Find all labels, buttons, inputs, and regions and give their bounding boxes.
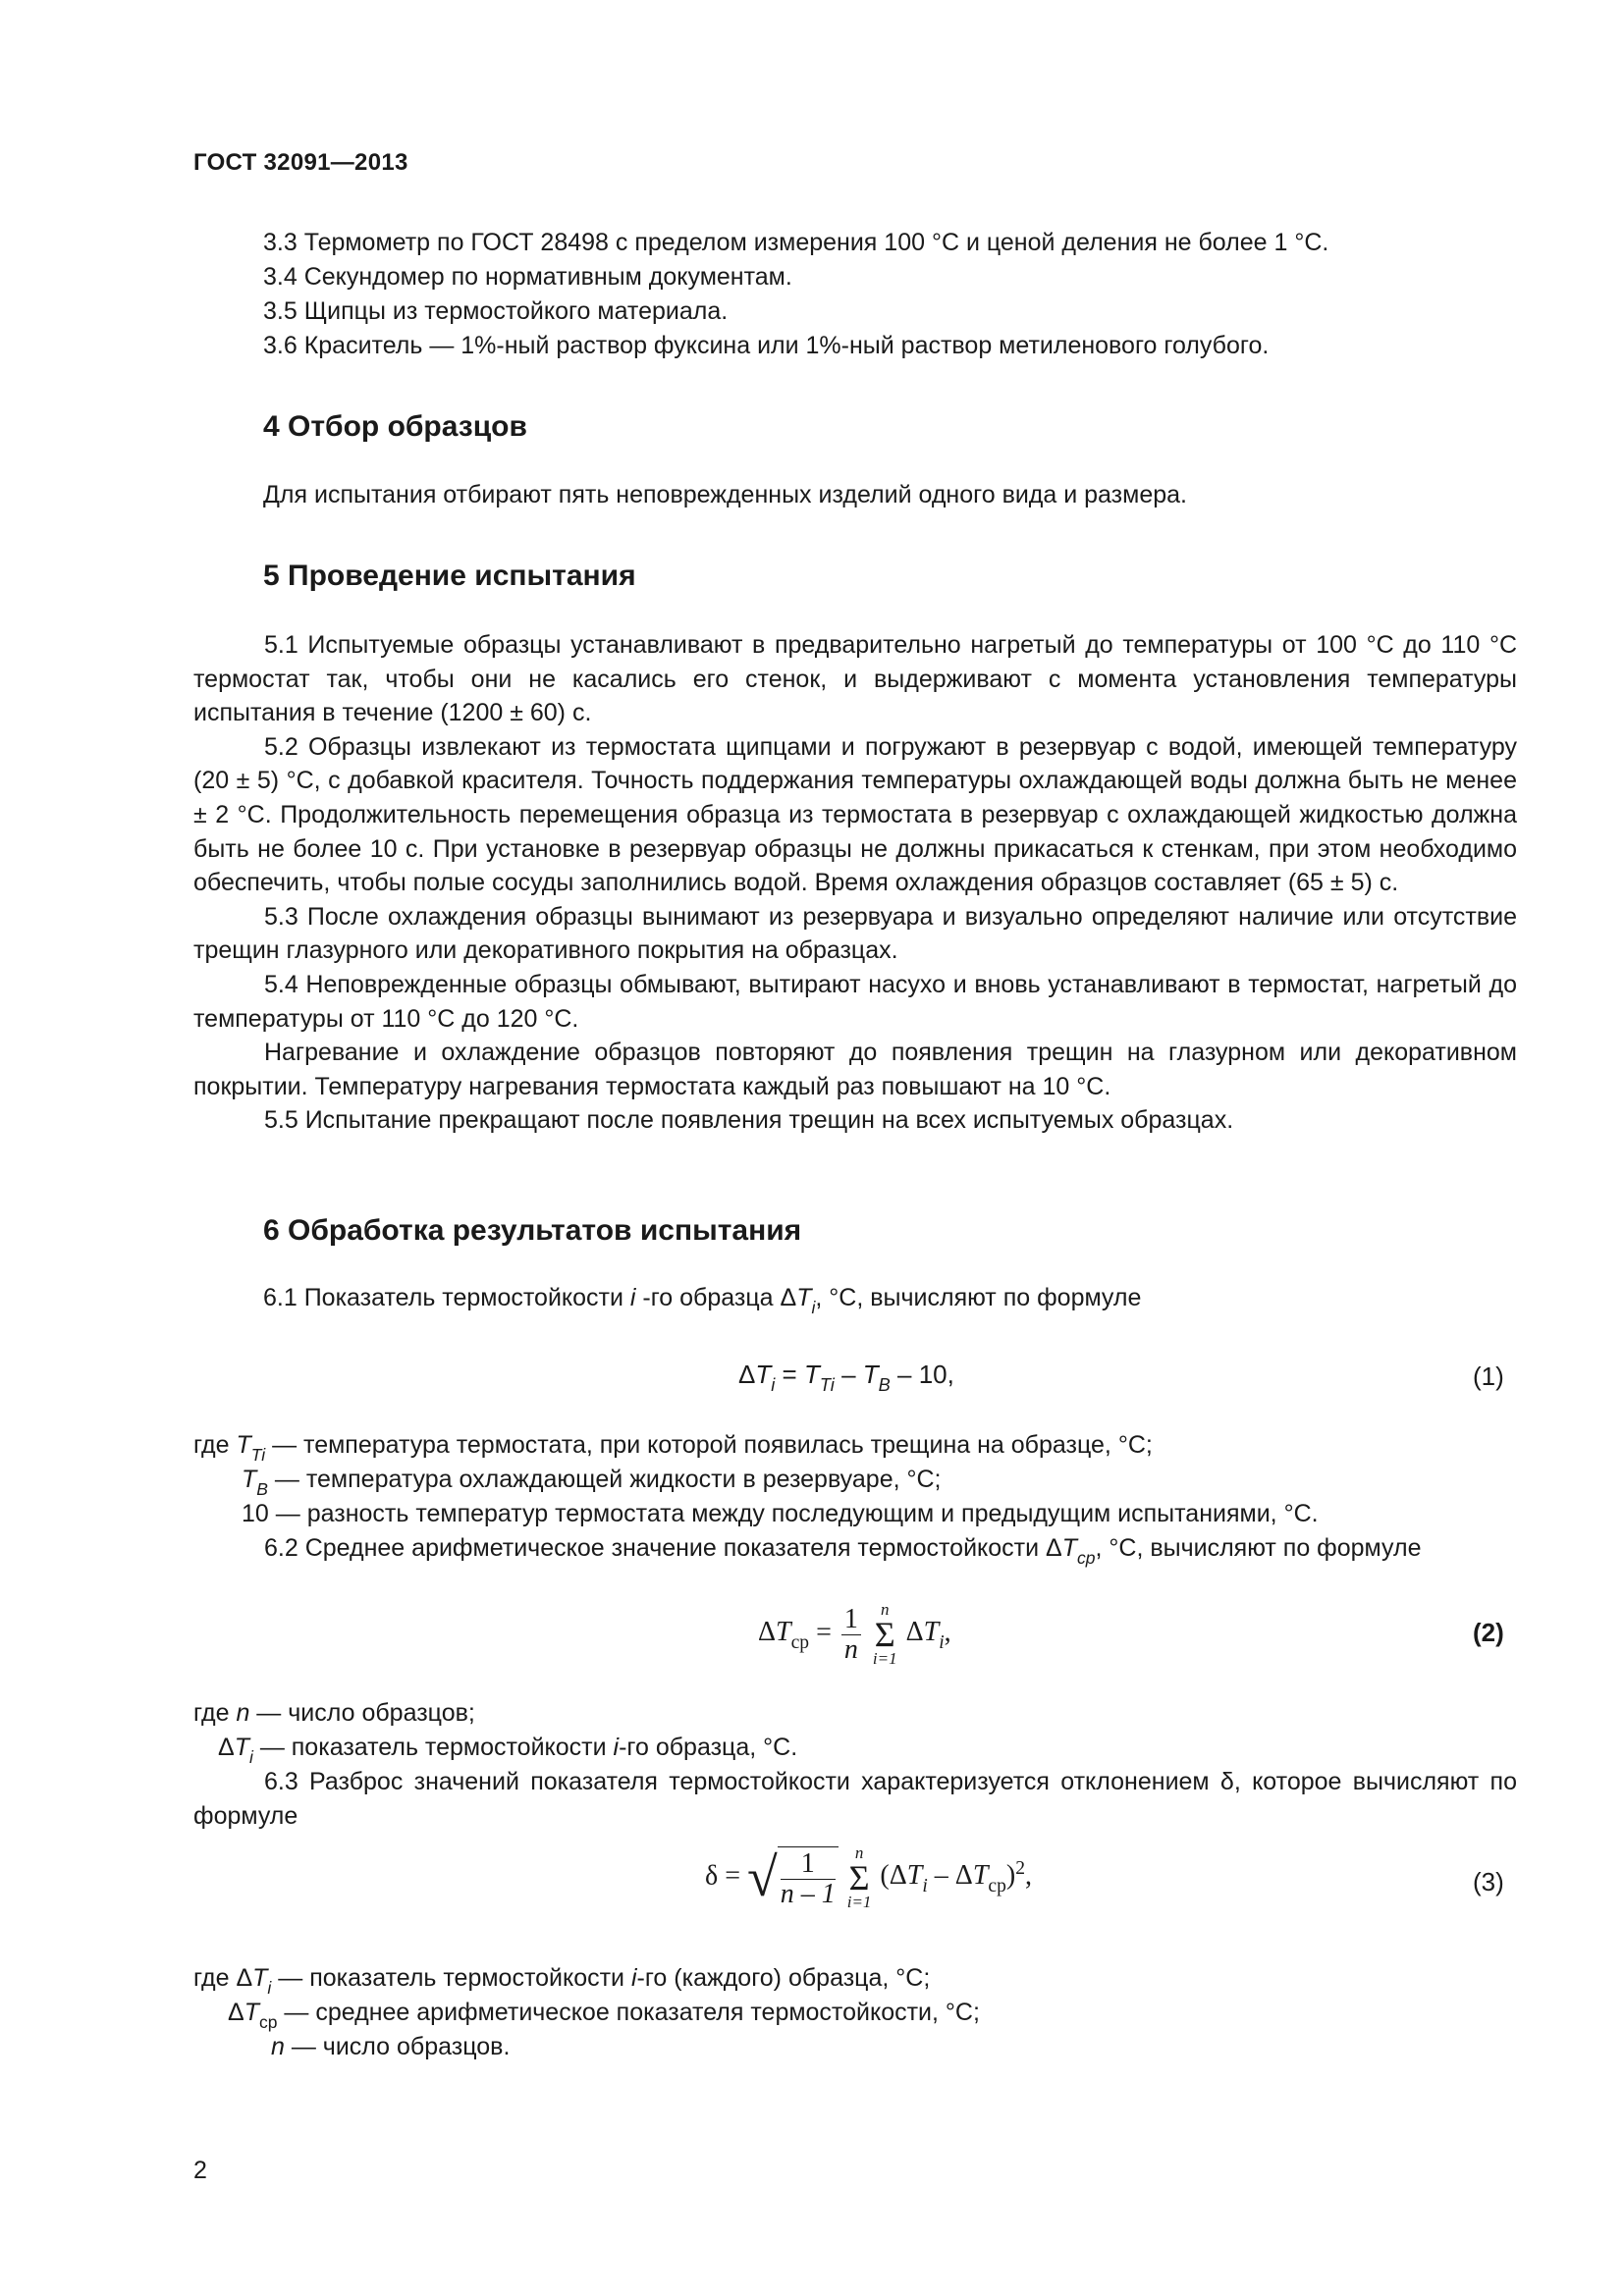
paragraph-5-5: 5.5 Испытание прекращают после появления трещин на всех испытуемых образцах. <box>264 1106 1234 1135</box>
where-3-item-1: где $\Delta T_i$ — показатель термостойкости i-го (каждого) образца, °С; <box>193 1964 931 1998</box>
fraction: $\frac{1}{n}$ <box>841 1605 861 1665</box>
paragraph-5-4: 5.4 Неповрежденные образцы обмывают, вытирают насухо и вновь устанавливают в термостат, нагретый до температуры от 110 °С до 120 °С. <box>193 970 1517 1033</box>
where-3-item-2: $\Delta T_{ср}$ — среднее арифметическое показателя термостойкости, °С; <box>228 1999 980 2032</box>
item-3-6: 3.6 Краситель — 1%-ный раствор фуксина или 1%-ный раствор метиленового голубого. <box>263 332 1270 359</box>
square-root: √ $\frac{1}{n - 1}$ <box>747 1846 839 1909</box>
formula-1: $\Delta T_i = T_{Ti} - T_B - 10$, <box>738 1360 954 1395</box>
where-2-item-2: $\Delta T_i$ — показатель термостойкости i-го образца, °С. <box>218 1734 798 1767</box>
section-4-text: Для испытания отбирают пять неповрежденных изделий одного вида и размера. <box>263 481 1187 508</box>
paragraph-6-2: 6.2 Среднее арифметическое значение показателя термостойкости $\Delta T_{ср}$, °С, вычисляют по формуле <box>264 1534 1422 1568</box>
section-6-heading: 6 Обработка результатов испытания <box>263 1214 802 1247</box>
section-4-heading: 4 Отбор образцов <box>263 410 527 443</box>
paragraph-6-3: 6.3 Разброс значений показателя термостойкости характеризуется отклонением δ, которое вычисляют по формуле <box>193 1768 1517 1830</box>
item-3-5: 3.5 Щипцы из термостойкого материала. <box>263 297 729 325</box>
section-5-body <box>193 628 1517 1138</box>
where-3-item-3: n — число образцов. <box>271 2033 511 2060</box>
page-number: 2 <box>193 2157 207 2184</box>
section-5-heading: 5 Проведение испытания <box>263 560 636 592</box>
formula-3-number: (3) <box>1473 1867 1504 1896</box>
where-1-item-1: где $T_{Ti}$ — температура термостата, при которой появилась трещина на образце, °С; <box>193 1431 1153 1465</box>
formula-1-number: (1) <box>1473 1362 1504 1391</box>
sum-symbol: n Σ i=1 <box>872 1600 897 1668</box>
sum-symbol: n Σ i=1 <box>846 1843 872 1911</box>
formula-3: δ = √ $\frac{1}{n - 1}$ n Σ i=1 $(\Delta T_i - \Delta T_{ср})^2$, <box>705 1843 1033 1911</box>
where-1-item-2: $T_B$ — температура охлаждающей жидкости в резервуаре, °С; <box>242 1466 942 1499</box>
where-1-item-3: 10 — разность температур термостата между последующим и предыдущим испытаниями, °С. <box>242 1500 1319 1527</box>
item-3-3: 3.3 Термометр по ГОСТ 28498 с пределом измерения 100 °С и ценой деления не более 1 °С. <box>263 229 1329 256</box>
where-2-item-1: где n — число образцов; <box>193 1699 475 1727</box>
formula-2: $\Delta T_{ср}$ = $\frac{1}{n}$ n Σ i=1 $\Delta T_i$, <box>758 1600 951 1668</box>
document-code: ГОСТ 32091—2013 <box>193 149 408 176</box>
paragraph-5-4-cont: Нагревание и охлаждение образцов повторяют до появления трещин на глазурном или декоративном покрытии. Температуру нагревания термостата каждый раз повышают на 10 °С. <box>193 1039 1517 1100</box>
item-3-4: 3.4 Секундомер по нормативным документам. <box>263 263 792 291</box>
formula-2-number: (2) <box>1473 1618 1504 1647</box>
paragraph-6-1: 6.1 Показатель термостойкости i -го образца $\Delta T_i$, °С, вычисляют по формуле <box>263 1284 1142 1317</box>
paragraph-5-3: 5.3 После охлаждения образцы вынимают из резервуара и визуально определяют наличие или отсутствие трещин глазурного или декоративного покрытия на образцах. <box>193 902 1517 965</box>
paragraph-5-1: 5.1 Испытуемые образцы устанавливают в предварительно нагретый до температуры от 100 °С до 110 °С термостат так, чтобы они не касались его стенок, и выдерживают с момента установления температуры испытания в течение (1200 ± 60) с. <box>193 631 1517 727</box>
paragraph-5-2: 5.2 Образцы извлекают из термостата щипцами и погружают в резервуар с водой, имеющей температуру (20 ± 5) °С, с добавкой красителя. Точность поддержания температуры охлаждающей воды должна быть не менее ± 2 °С. Продолжительность перемещения образца из термостата в резервуар с охлаждающей жидкостью должна быть не более 10 с. При установке в резервуар образцы не должны прикасаться к стенкам, при этом необходимо обеспечить, чтобы полые сосуды заполнились водой. Время охлаждения образцов составляет (65 ± 5) с. <box>193 732 1517 897</box>
